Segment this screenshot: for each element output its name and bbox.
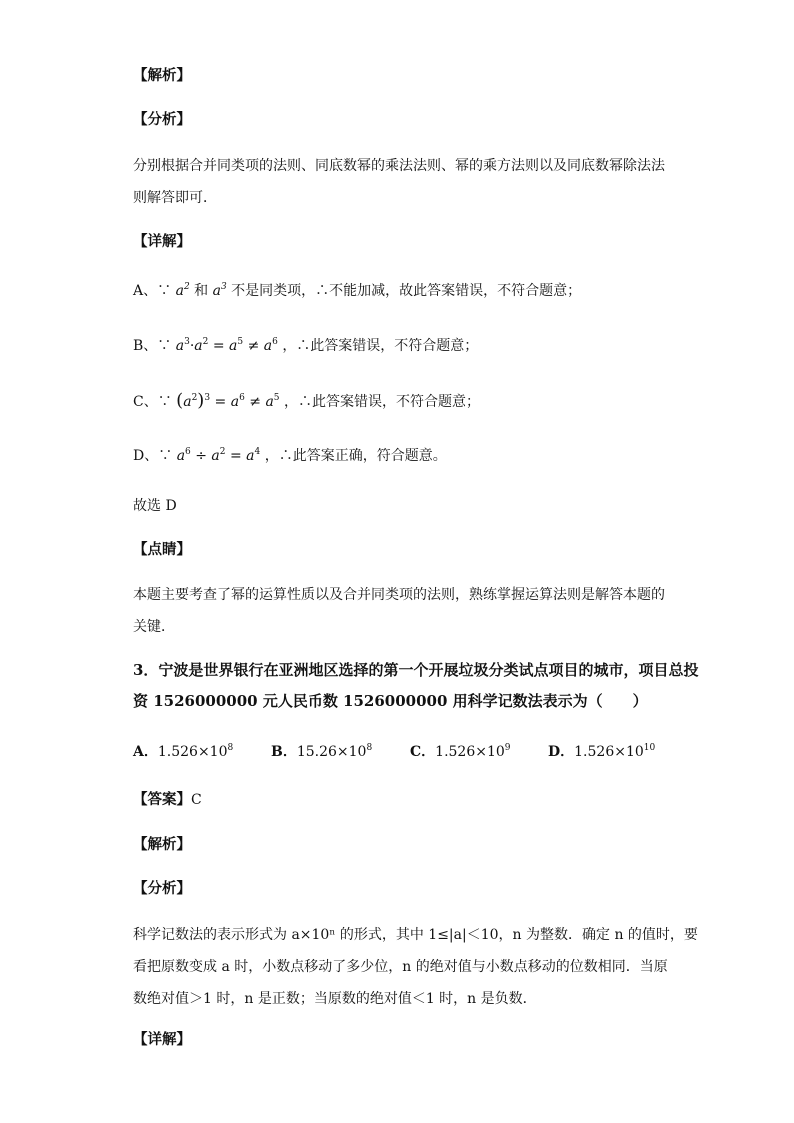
option-d-letter: D． [548,744,575,760]
step-b [133,336,478,356]
option-a-exp: 8 [227,743,234,753]
option-c-letter: C． [410,744,436,760]
option-b-exp: 8 [366,743,373,753]
formula-b: $a^3\cdot a^2 = a^5 \ne a^6$ [175,337,278,354]
option-a-letter: A． [133,744,158,760]
option-d [548,742,655,762]
option-b [271,742,372,762]
heading-dianjing: 【点睛】 [133,541,191,558]
heading-xiangjie-1: 【详解】 [133,233,191,250]
question-3-line-2: 资 1526000000 元人民币数 1526000000 用科学记数法表示为（ ） [133,692,648,710]
option-b-value: 15.26×10 [296,744,367,760]
step-c [133,391,480,412]
step-d-rest: ，∴此答案正确，符合题意。 [264,448,447,464]
analysis-text-2: 则解答即可． [133,190,217,206]
option-a-value: 1.526×10 [157,744,228,760]
formula-a-2: $a^3$ [212,282,227,299]
option-c-value: 1.526×10 [435,744,505,760]
step-c-rest: ，∴此答案错误，不符合题意； [283,394,480,410]
analysis-2-text-3: 数绝对值＞1 时，n 是正数；当原数的绝对值＜1 时，n 是负数． [133,991,537,1007]
step-b-prefix: B、∵ [133,338,172,354]
heading-xiangjie-2: 【详解】 [133,1031,191,1048]
analysis-2-text-1: 科学记数法的表示形式为 a×10ⁿ 的形式，其中 1≤|a|＜10，n 为整数．确定 n 的值时，要 [133,927,698,943]
option-d-value: 1.526×10 [574,744,644,760]
question-3-line-1: 3．宁波是世界银行在亚洲地区选择的第一个开展垃圾分类试点项目的城市，项目总投 [133,661,699,679]
summary-text-2: 关键． [133,619,175,635]
heading-fenxi-2: 【分析】 [133,880,191,897]
heading-jiexi-2: 【解析】 [133,836,191,853]
step-b-rest: ，∴此答案错误，不符合题意； [282,338,479,354]
step-a [133,281,581,301]
step-d-prefix: D、∵ [133,448,173,464]
option-c-exp: 9 [504,743,511,753]
formula-d: $a^6 \div a^2 = a^4$ [176,447,261,464]
option-b-letter: B． [271,744,297,760]
step-c-prefix: C、∵ [133,394,172,410]
formula-c: $(a^2)^3 = a^6 \ne a^5$ [176,390,280,411]
answer-line [133,790,202,810]
answer-value: C [191,792,202,808]
step-a-rest: 不是同类项，∴不能加减，故此答案错误，不符合题意； [231,283,582,299]
option-d-exp: 10 [643,743,656,753]
step-a-prefix: A、∵ [133,283,172,299]
answer-label: 【答案】 [133,791,191,808]
heading-jiexi-1: 【解析】 [133,67,191,84]
step-a-and: 和 [194,283,209,299]
option-a [133,742,233,762]
formula-a-1: $a^2$ [175,282,190,299]
analysis-2-text-2: 看把原数变成 a 时，小数点移动了多少位，n 的绝对值与小数点移动的位数相同．当原 [133,959,668,975]
analysis-text-1: 分别根据合并同类项的法则、同底数幂的乘法法则、幂的乘方法则以及同底数幂除法法 [133,158,665,174]
heading-fenxi-1: 【分析】 [133,111,191,128]
option-c [410,742,511,762]
step-d [133,446,447,466]
summary-text-1: 本题主要考查了幂的运算性质以及合并同类项的法则，熟练掌握运算法则是解答本题的 [133,587,665,603]
choice-statement: 故选 D [133,498,177,514]
